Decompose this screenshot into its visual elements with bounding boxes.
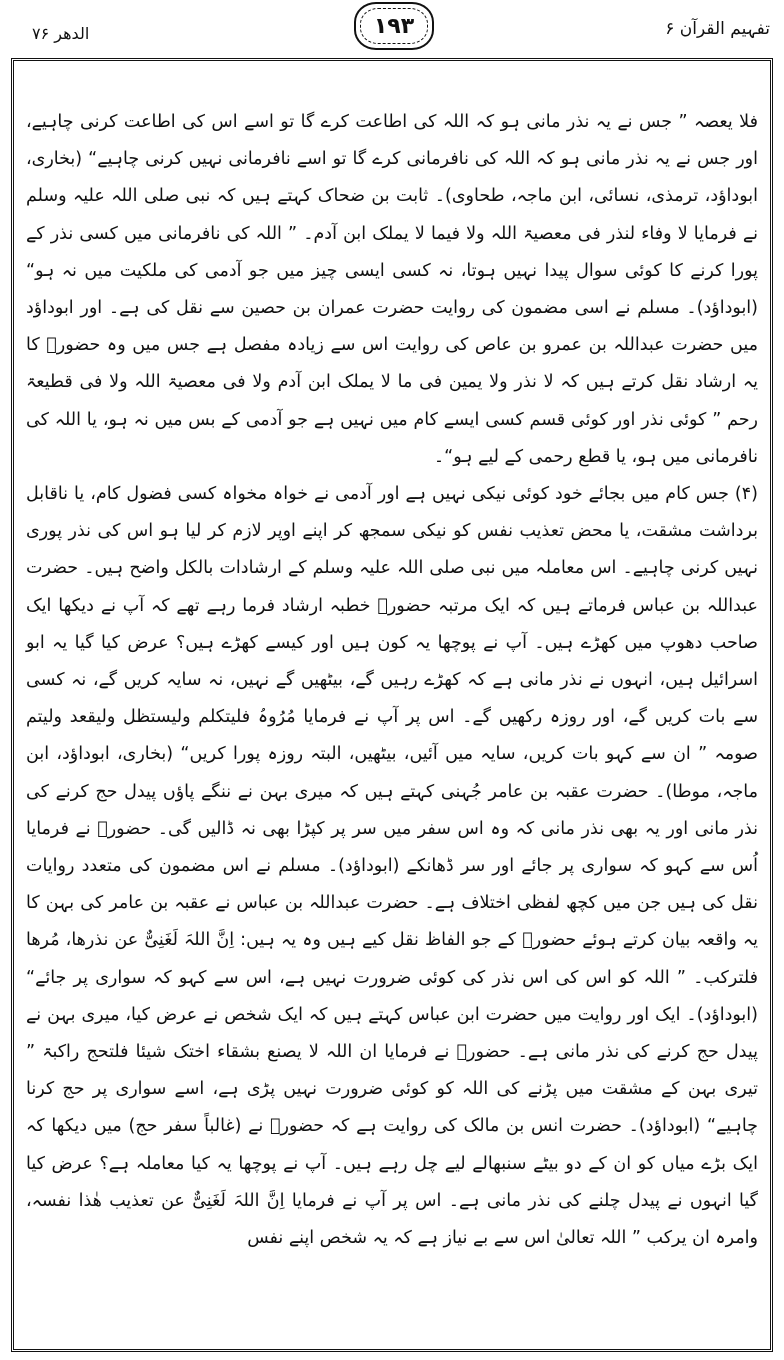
- paragraph-2: (۴) جس کام میں بجائے خود کوئی نیکی نہیں ہے اور آدمی نے خواہ مخواہ کسی فضول کام، یا ناقابل برداشت مشقت، یا محض تعذیب نفس کو نیکی سمجھ کر اپنے اوپر لازم کر لیا ہو اس کی نذر پوری نہیں کرنی چاہیے۔ اس معاملہ میں نبی صلی اللہ علیہ وسلم کے ارشادات بالکل واضح ہیں۔ حضرت عبداللہ بن عباس فرماتے ہیں کہ ایک مرتبہ حضورؐ خطبہ ارشاد فرما رہے تھے کہ آپ نے دیکھا ایک صاحب دھوپ میں کھڑے ہیں۔ آپ نے پوچھا یہ کون ہیں اور کیسے کھڑے ہیں؟ عرض کیا گیا یہ ابو اسرائیل ہیں، انہوں نے نذر مانی ہے کہ کھڑے رہیں گے، بیٹھیں گے نہیں، نہ سایہ کریں گے، نہ کسی سے بات کریں گے، اور روزہ رکھیں گے۔ اس پر آپ نے فرمایا مُرُوہُ فلیتکلم ولیستظل ولیقعد ولیتم صومہ ” ان سے کہو بات کریں، سایہ میں آئیں، بیٹھیں، البتہ روزہ پورا کریں“ (بخاری، ابوداؤد، ابن ماجہ، موطا)۔ حضرت عقبہ بن عامر جُہنی کہتے ہیں کہ میری بہن نے ننگے پاؤں پیدل حج کرنے کی نذر مانی اور یہ بھی نذر مانی کہ وہ اس سفر میں سر پر کپڑا بھی نہ ڈالیں گی۔ حضورؐ نے فرمایا اُس سے کہو کہ سواری پر جائے اور سر ڈھانکے (ابوداؤد)۔ مسلم نے اس مضمون کی متعدد روایات نقل کی ہیں جن میں کچھ لفظی اختلاف ہے۔ حضرت عبداللہ بن عباس نے عقبہ بن عامر کی بہن کا یہ واقعہ بیان کرتے ہوئے حضورؐ کے جو الفاظ نقل کیے ہیں وہ یہ ہیں: اِنَّ اللہَ لَغَنِیٌّ عن نذرھا، مُرھا فلترکب۔ ” اللہ کو اس کی اس نذر کی کوئی ضرورت نہیں ہے، اس سے کہو کہ سواری پر جائے“ (ابوداؤد)۔ ایک اور روایت میں حضرت ابن عباس کہتے ہیں کہ ایک شخص نے عرض کیا، میری بہن نے پیدل حج کرنے کی نذر مانی ہے۔ حضورؐ نے فرمایا ان اللہ لا یصنع بشقاء اختک شیئا فلتحج راکبۃ ” تیری بہن کے مشقت میں پڑنے کی اللہ کو کوئی ضرورت نہیں پڑی ہے، اسے سواری پر حج کرنا چاہیے“ (ابوداؤد)۔ حضرت انس بن مالک کی روایت ہے کہ حضورؐ نے (غالباً سفر حج) میں دیکھا کہ ایک بڑے میاں کو ان کے دو بیٹے سنبھالے لیے چل رہے ہیں۔ آپ نے پوچھا یہ کیا معاملہ ہے؟ عرض کیا گیا انہوں نے پیدل چلنے کی نذر مانی ہے۔ اس پر آپ نے فرمایا اِنَّ اللہَ لَغَنِیٌّ عن تعذیب ھٰذا نفسہ، وامرہ ان یرکب ” اللہ تعالیٰ اس سے بے نیاز ہے کہ یہ شخص اپنے نفس: [26, 484, 758, 1249]
- page-number-badge: [354, 2, 434, 50]
- paragraph-1: فلا یعصہ ” جس نے یہ نذر مانی ہو کہ اللہ کی اطاعت کرے گا تو اسے اس کی اطاعت کرنی چاہیے، اور جس نے یہ نذر مانی ہو کہ اللہ کی نافرمانی کرے گا تو اسے نافرمانی نہیں کرنی چاہیے“ (بخاری، ابوداؤد، ترمذی، نسائی، ابن ماجہ، طحاوی)۔ ثابت بن ضحاک کہتے ہیں کہ نبی صلی اللہ علیہ وسلم نے فرمایا لا وفاء لنذر فی معصیۃ اللہ ولا فیما لا یملک ابن آدم۔ ” اللہ کی نافرمانی میں کسی نذر کے پورا کرنے کا کوئی سوال پیدا نہیں ہوتا، نہ کسی ایسی چیز میں جو آدمی کی ملکیت میں نہ ہو“ (ابوداؤد)۔ مسلم نے اسی مضمون کی روایت حضرت عمران بن حصین سے نقل کی ہے۔ اور ابوداؤد میں حضرت عبداللہ بن عمرو بن عاص کی روایت اس سے زیادہ مفصل ہے جس میں وہ حضورؐ کا یہ ارشاد نقل کرتے ہیں کہ لا نذر ولا یمین فی ما لا یملک ابن آدم ولا فی معصیۃ اللہ ولا فی قطیعۃ رحم ” کوئی نذر اور کوئی قسم کسی ایسے کام میں نہیں ہے جو آدمی کے بس میں نہ ہو، یا اللہ کی نافرمانی میں ہو، یا قطع رحمی کے لیے ہو“۔: [26, 112, 758, 467]
- book-title: تفہیم القرآن ۶: [665, 19, 770, 39]
- surah-reference: الدھر ۷۶: [32, 24, 90, 43]
- page-number: ۱۹۳: [373, 13, 415, 39]
- page-header: [0, 0, 784, 56]
- main-text: [26, 104, 758, 1257]
